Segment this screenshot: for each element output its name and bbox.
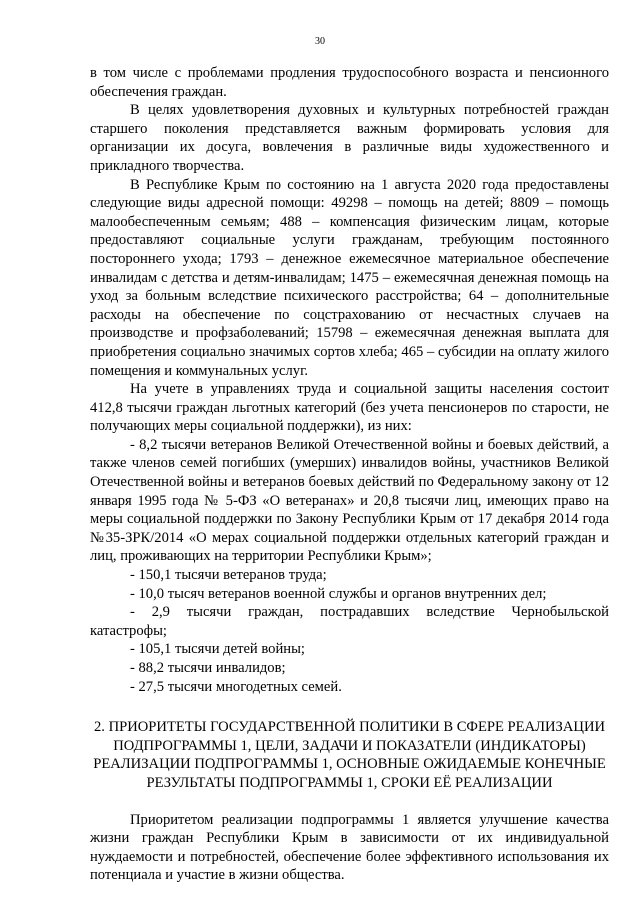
list-item: - 8,2 тысячи ветеранов Великой Отечественной войны и боевых действий, а также членов семей погибших (умерших) инвалидов войны, участников Великой Отечественной войны и ветеранов боевых действий по Федеральному закону от 12 января 1995 года № 5-ФЗ «О ветеранах» и 20,8 тысячи лиц, имеющих право на меры социальной поддержки по Закону Республики Крым от 17 декабря 2014 года №35-ЗРК/2014 «О мерах социальной поддержки отдельных категорий граждан и лиц, проживающих на территории Республики Крым»; xyxy=(90,436,609,565)
document-body xyxy=(90,64,609,885)
paragraph-priority: Приоритетом реализации подпрограммы 1 является улучшение качества жизни граждан Республики Крым в зависимости от их индивидуальной нуждаемости и потребностей, обеспечение более эффективного использования их потенциала и участие в жизни общества. xyxy=(90,811,609,884)
section-heading: 2. ПРИОРИТЕТЫ ГОСУДАРСТВЕННОЙ ПОЛИТИКИ В СФЕРЕ РЕАЛИЗАЦИИ ПОДПРОГРАММЫ 1, ЦЕЛИ, ЗАДАЧИ И ПОКАЗАТЕЛИ (ИНДИКАТОРЫ) РЕАЛИЗАЦИИ ПОДПРОГРАММЫ 1, ОСНОВНЫЕ ОЖИДАЕМЫЕ КОНЕЧНЫЕ РЕЗУЛЬТАТЫ ПОДПРОГРАММЫ 1, СРОКИ ЕЁ РЕАЛИЗАЦИИ xyxy=(93,719,606,791)
paragraph-beneficiaries: На учете в управлениях труда и социальной защиты населения состоит 412,8 тысячи граждан льготных категорий (без учета пенсионеров по старости, не получающих меры социальной поддержки), из них: xyxy=(90,381,609,435)
list-item: - 88,2 тысячи инвалидов; xyxy=(130,660,286,676)
list-item: - 105,1 тысячи детей войны; xyxy=(130,641,305,658)
paragraph-cultural-needs: В целях удовлетворения духовных и культурных потребностей граждан старшего поколения представляется важным формировать условия для организации их досуга, вовлечения в различные виды художественного и прикладного творчества. xyxy=(90,102,609,174)
list-item: - 27,5 тысячи многодетных семей. xyxy=(130,678,342,695)
paragraph-targeted-assistance: В Республике Крым по состоянию на 1 августа 2020 года предоставлены следующие виды адресной помощи: 49298 – помощь на детей; 8809 – помощь малообеспеченным семьям; 488 – компенсация физическим лицам, которые предоставляют социальные услуги гражданам, требующим постоянного постороннего ухода; 1793 – денежное ежемесячное материальное обеспечение инвалидам с детства и детям-инвалидам; 1475 – ежемесячная денежная помощь на уход за больным вследствие психического расстройства; 64 – дополнительные расходы на обеспечение по соцстрахованию от несчастных случаев на производстве и профзаболеваний; 15798 – ежемесячная денежная выплата для приобретения социально значимых сортов хлеба; 465 – субсидии на оплату жилого помещения и коммунальных услуг. xyxy=(90,176,609,379)
list-item: - 150,1 тысячи ветеранов труда; xyxy=(130,567,327,584)
list-item: - 10,0 тысяч ветеранов военной службы и органов внутренних дел; xyxy=(130,585,547,602)
paragraph-continuation: в том числе с проблемами продления трудоспособного возраста и пенсионного обеспечения граждан. xyxy=(90,65,609,100)
list-item: - 2,9 тысячи граждан, пострадавших вследствие Чернобыльской катастрофы; xyxy=(90,604,609,639)
page-number: 30 xyxy=(315,36,325,47)
